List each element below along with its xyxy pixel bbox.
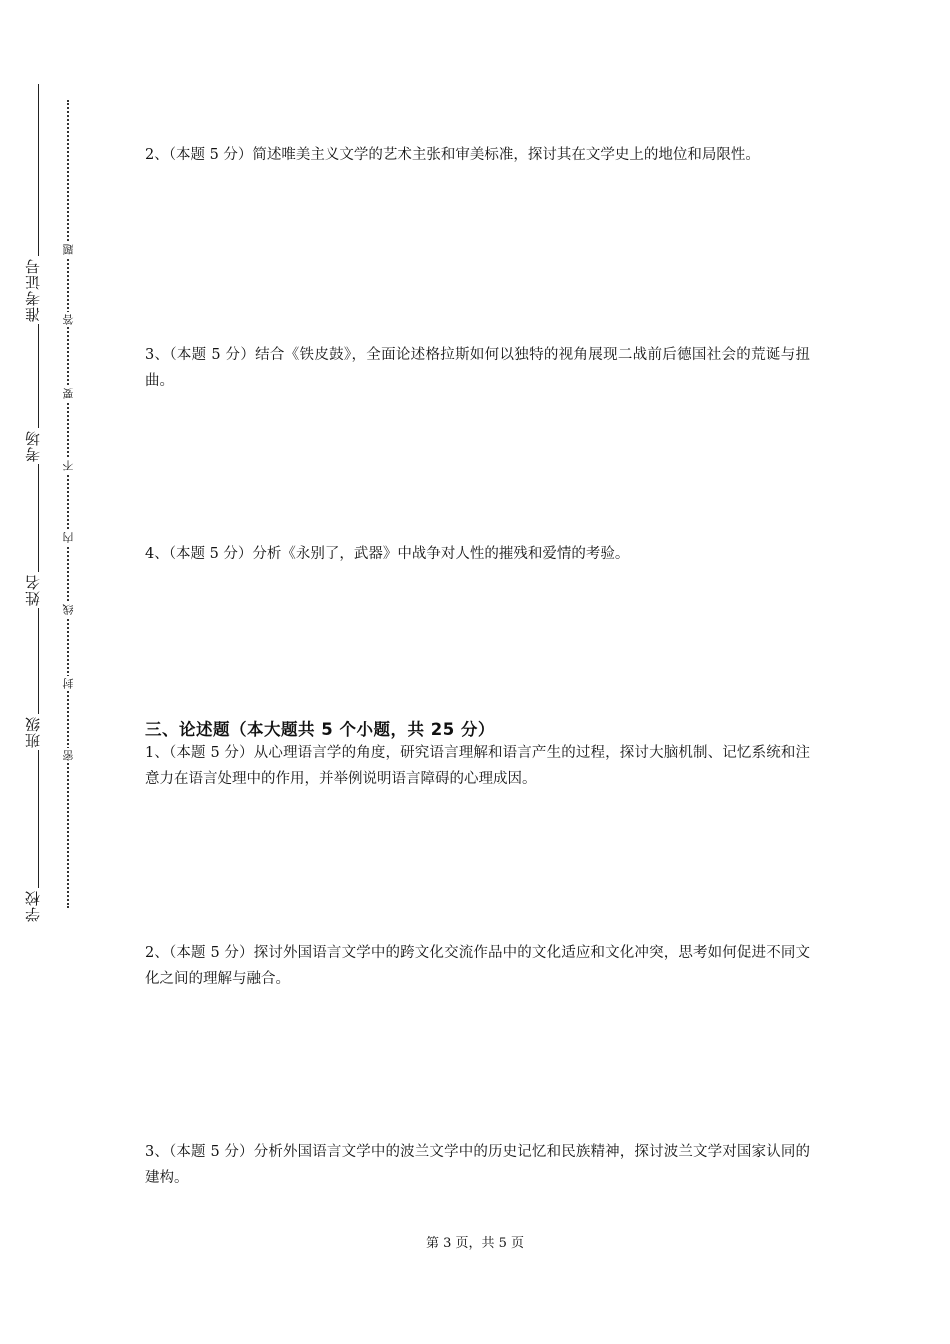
question-2-3: 3、（本题 5 分）结合《铁皮鼓》，全面论述格拉斯如何以独特的视角展现二战前后德国社会的荒诞与扭曲。 [145,347,810,389]
exam-room-label: 考场 [24,430,42,462]
seal-line-char: 要 [62,388,75,399]
question-2-2: 2、（本题 5 分）简述唯美主义文学的艺术主张和审美标准，探讨其在文学史上的地位和局限性。 [145,147,760,163]
seal-line-char: 题 [62,244,75,255]
seal-line [67,100,69,908]
seal-line-char: 密 [62,750,75,761]
seal-line-char: 不 [62,460,75,471]
question-2-4: 4、（本题 5 分）分析《永别了，武器》中战争对人性的摧残和爱情的考验。 [145,546,630,562]
page-number: 第 3 页，共 5 页 [425,1236,525,1251]
student-name-label: 姓名 [24,574,42,606]
binding-solid-line [38,84,39,924]
seal-line-char: 内 [62,532,75,543]
section-3-title: 三、论述题（本大题共 5 个小题，共 25 分） [145,720,495,739]
school-label: 学校 [24,890,42,922]
seal-line-char: 答 [62,314,75,325]
question-3-1: 1、（本题 5 分）从心理语言学的角度，研究语言理解和语言产生的过程，探讨大脑机制、记忆系统和注意力在语言处理中的作用，并举例说明语言障碍的心理成因。 [145,745,810,787]
seal-line-char: 封 [62,678,75,689]
question-3-2: 2、（本题 5 分）探讨外国语言文学中的跨文化交流作品中的文化适应和文化冲突，思考如何促进不同文化之间的理解与融合。 [145,945,810,987]
class-label: 班级 [24,716,42,748]
question-3-3: 3、（本题 5 分）分析外国语言文学中的波兰文学中的历史记忆和民族精神，探讨波兰文学对国家认同的建构。 [145,1144,810,1186]
exam-id-label: 准考证号 [24,258,42,322]
seal-line-char: 线 [62,604,75,615]
